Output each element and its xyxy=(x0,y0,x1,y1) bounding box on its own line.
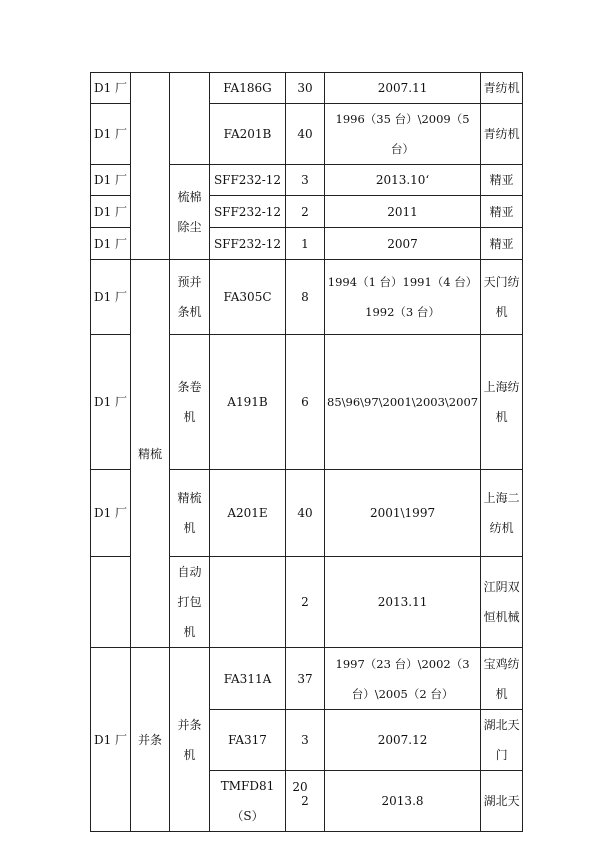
qty-cell: 40 xyxy=(286,470,325,557)
process-cell: 精梳 xyxy=(131,260,170,648)
maker-cell: 青纺机 xyxy=(481,104,523,165)
machine-cell: 梳棉除尘 xyxy=(170,165,210,260)
qty-cell: 30 xyxy=(286,73,325,104)
qty-cell: 2 xyxy=(286,771,325,832)
year-cell: 2007.11 xyxy=(325,73,481,104)
maker-cell: 天门纺机 xyxy=(481,260,523,335)
model-cell: A201E xyxy=(210,470,286,557)
plant-cell: D1 厂 xyxy=(91,165,131,196)
plant-cell xyxy=(91,557,131,648)
plant-cell: D1 厂 xyxy=(91,470,131,557)
maker-cell: 青纺机 xyxy=(481,73,523,104)
year-cell: 1997（23 台）\2002（3 台）\2005（2 台） xyxy=(325,648,481,710)
plant-cell: D1 厂 xyxy=(91,335,131,470)
qty-cell: 3 xyxy=(286,165,325,196)
model-cell: A191B xyxy=(210,335,286,470)
qty-cell: 1 xyxy=(286,228,325,260)
model-cell: SFF232-12 xyxy=(210,165,286,196)
maker-cell: 精亚 xyxy=(481,228,523,260)
plant-cell: D1 厂 xyxy=(91,648,131,832)
model-cell: FA305C xyxy=(210,260,286,335)
equipment-table xyxy=(90,72,523,832)
machine-cell: 预并条机 xyxy=(170,260,210,335)
year-cell: 2001\1997 xyxy=(325,470,481,557)
qty-cell: 37 xyxy=(286,648,325,710)
maker-cell: 精亚 xyxy=(481,165,523,196)
table-row xyxy=(91,648,523,710)
qty-cell: 8 xyxy=(286,260,325,335)
qty-cell: 2 xyxy=(286,557,325,648)
model-cell: FA186G xyxy=(210,73,286,104)
maker-cell: 精亚 xyxy=(481,196,523,228)
plant-cell: D1 厂 xyxy=(91,196,131,228)
plant-cell: D1 厂 xyxy=(91,73,131,104)
model-cell: SFF232-12 xyxy=(210,196,286,228)
table-row xyxy=(91,73,523,104)
machine-cell: 并条机 xyxy=(170,648,210,832)
machine-cell xyxy=(170,73,210,165)
qty-cell: 2 xyxy=(286,196,325,228)
plant-cell: D1 厂 xyxy=(91,228,131,260)
page-number: 20 xyxy=(292,780,308,794)
model-cell: FA201B xyxy=(210,104,286,165)
machine-cell: 条卷机 xyxy=(170,335,210,470)
year-cell: 1994（1 台）1991（4 台）1992（3 台） xyxy=(325,260,481,335)
maker-cell: 宝鸡纺机 xyxy=(481,648,523,710)
year-cell: 2013.11 xyxy=(325,557,481,648)
year-cell: 2013.10‘ xyxy=(325,165,481,196)
model-cell xyxy=(210,557,286,648)
maker-cell: 江阴双恒机械 xyxy=(481,557,523,648)
model-cell: FA311A xyxy=(210,648,286,710)
table-row xyxy=(91,260,523,335)
year-cell: 1996（35 台）\2009（5 台） xyxy=(325,104,481,165)
plant-cell: D1 厂 xyxy=(91,260,131,335)
qty-cell: 3 xyxy=(286,710,325,771)
year-cell: 2007.12 xyxy=(325,710,481,771)
process-cell: 并条 xyxy=(131,648,170,832)
qty-cell: 40 xyxy=(286,104,325,165)
maker-cell: 湖北天门 xyxy=(481,710,523,771)
machine-cell: 精梳机 xyxy=(170,470,210,557)
plant-cell: D1 厂 xyxy=(91,104,131,165)
maker-cell: 湖北天 xyxy=(481,771,523,832)
year-cell: 2007 xyxy=(325,228,481,260)
maker-cell: 上海纺机 xyxy=(481,335,523,470)
year-cell: 85\96\97\2001\2003\2007 xyxy=(325,335,481,470)
model-cell: SFF232-12 xyxy=(210,228,286,260)
year-cell: 2013.8 xyxy=(325,771,481,832)
qty-cell: 6 xyxy=(286,335,325,470)
year-cell: 2011 xyxy=(325,196,481,228)
machine-cell: 自动打包机 xyxy=(170,557,210,648)
maker-cell: 上海二纺机 xyxy=(481,470,523,557)
model-cell: FA317 xyxy=(210,710,286,771)
model-cell: TMFD81（S） xyxy=(210,771,286,832)
process-cell xyxy=(131,73,170,260)
